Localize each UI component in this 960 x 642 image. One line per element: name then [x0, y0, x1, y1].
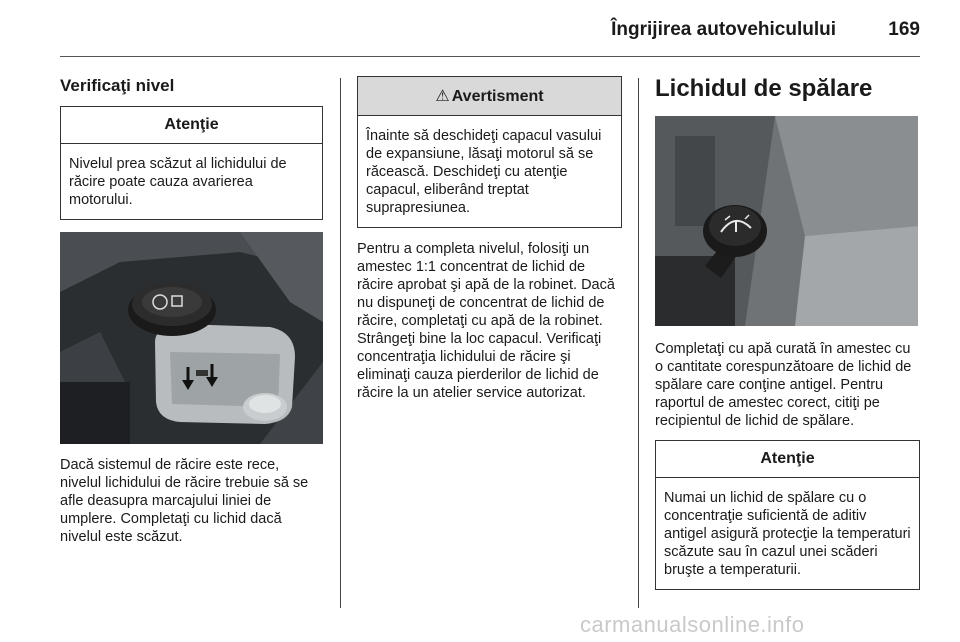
- caution-body-washer: Numai un lichid de spălare cu o concentraţie suficientă de aditiv antigel asigură protecţie la temperaturi scăzute sau în cazul unei scăderi bruşte a temperaturii.: [664, 490, 911, 579]
- column-divider: [638, 78, 639, 608]
- warning-title: Avertisment: [451, 88, 544, 105]
- warning-box: [357, 76, 622, 228]
- washer-fluid-reservoir-photo: [655, 116, 918, 326]
- caution-body: Nivelul prea scăzut al lichidului de răcire poate cauza avarierea motorului.: [69, 156, 287, 208]
- column-divider: [340, 78, 341, 608]
- column-right: [655, 76, 920, 590]
- caution-box-washer: [655, 440, 920, 590]
- page-header: [60, 0, 920, 57]
- section-heading-washer-fluid: Lichidul de spălare: [655, 75, 873, 102]
- warning-triangle-icon: ⚠: [435, 88, 450, 105]
- top-up-paragraph: Pentru a completa nivelul, folosiţi un amestec 1:1 concentrat de lichid de răcire aprobat şi apă de la robinet. Dacă nu dispuneţi de concentrat de lichid de răcire, completaţi cu apă de la robinet. Strângeţi bine la loc capacul. Verificaţi concentraţia lichidului de răcire şi eliminaţi cauza pierderilor de lichid de răcire la un atelier service autorizat.: [357, 241, 615, 401]
- page-number: 169: [888, 19, 920, 40]
- column-left: [60, 76, 323, 546]
- coolant-reservoir-photo: [60, 232, 323, 444]
- page-title: Îngrijirea autovehiculului: [611, 19, 836, 40]
- check-level-paragraph: Dacă sistemul de răcire este rece, nivelul lichidului de răcire trebuie să se afle deasupra marcajului liniei de umplere. Completaţi cu lichid dacă nivelul este scăzut.: [60, 457, 309, 545]
- caution-title-washer: Atenţie: [656, 441, 919, 478]
- warning-body: Înainte să deschideţi capacul vasului de expansiune, lăsaţi motorul să se răcească. Deschideţi cu atenţie capacul, eliberând treptat suprapresiunea.: [366, 128, 602, 216]
- section-heading-check-level: Verificaţi nivel: [60, 76, 175, 95]
- watermark: carmanualsonline.info: [580, 612, 805, 637]
- caution-box: [60, 106, 323, 220]
- washer-fluid-paragraph: Completaţi cu apă curată în amestec cu o cantitate corespunzătoare de lichid de spălare care conţine antigel. Pentru raportul de amestec corect, citiţi pe recipientul de lichid de spălare.: [655, 341, 912, 430]
- caution-title: Atenţie: [61, 107, 322, 144]
- column-middle: [357, 76, 622, 402]
- warning-header: [358, 77, 621, 116]
